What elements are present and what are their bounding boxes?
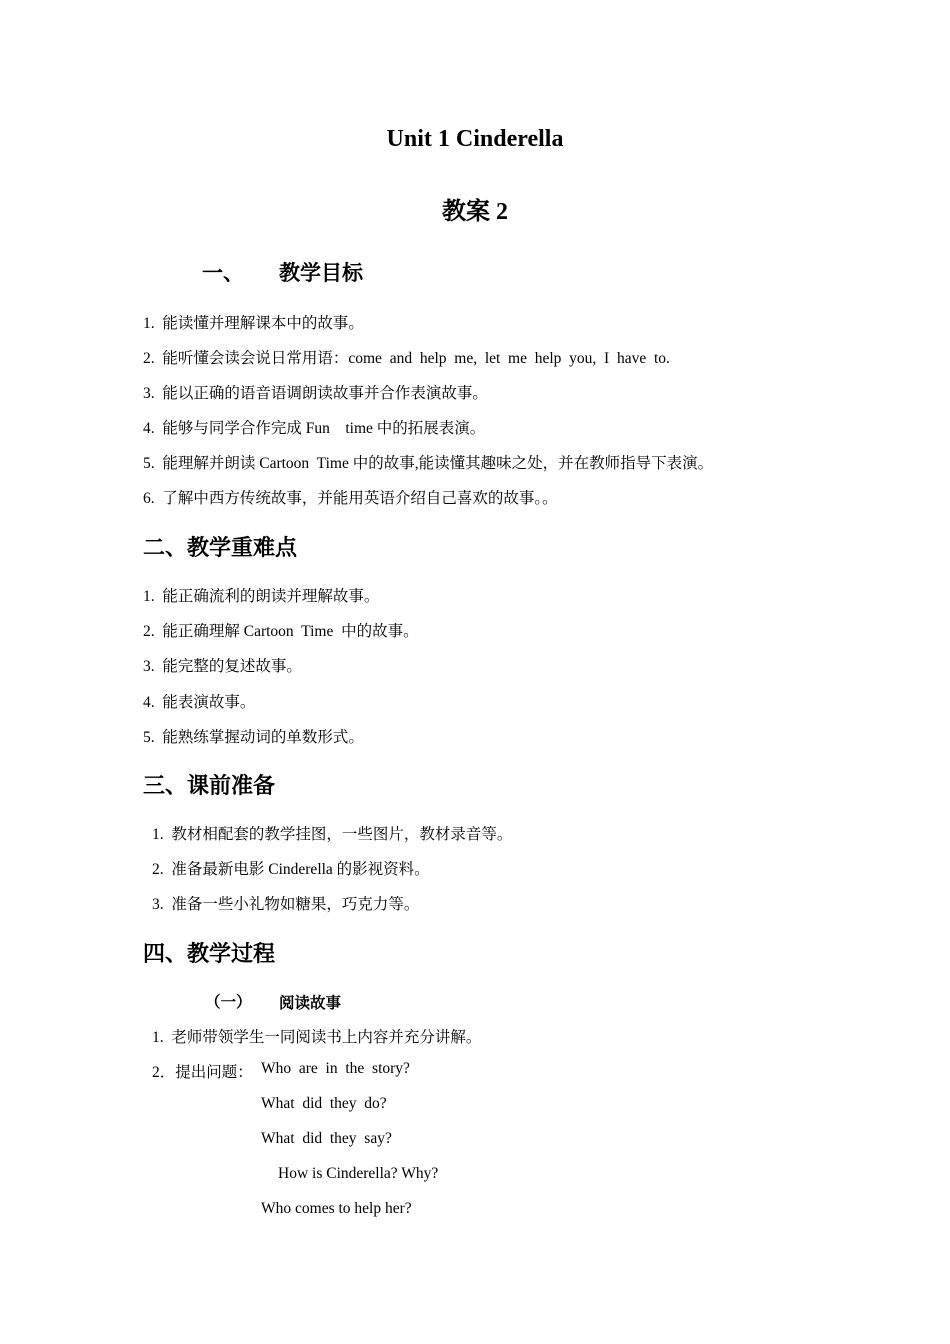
- section1-item: 6. 了解中西方传统故事，并能用英语介绍自己喜欢的故事。。: [143, 490, 558, 507]
- section4-heading: 四、教学过程: [143, 941, 276, 966]
- doc-subtitle: 教案 2: [442, 199, 508, 225]
- section1-heading: 教学目标: [279, 261, 363, 285]
- doc-title: Unit 1 Cinderella: [386, 126, 564, 152]
- question-line: What did they do?: [261, 1095, 387, 1112]
- section2-item: 5. 能熟练掌握动词的单数形式。: [143, 729, 364, 746]
- section1-item: 1. 能读懂并理解课本中的故事。: [143, 315, 364, 332]
- section1-item: 5. 能理解并朗读 Cartoon Time 中的故事,能读懂其趣味之处，并在教师指导下表演。: [143, 455, 714, 472]
- section2-item: 2. 能正确理解 Cartoon Time 中的故事。: [143, 623, 419, 640]
- section2-item: 3. 能完整的复述故事。: [143, 658, 302, 675]
- section1-number: 一、: [202, 261, 244, 285]
- section4-sub-number: （一）: [205, 994, 252, 1011]
- section1-item: 4. 能够与同学合作完成 Fun time 中的拓展表演。: [143, 420, 486, 437]
- section4-sub-heading: 阅读故事: [279, 995, 342, 1012]
- question-line: What did they say?: [261, 1130, 392, 1147]
- section1-item: 2. 能听懂会读会说日常用语：come and help me, let me help you, I have to.: [143, 350, 670, 367]
- section2-item: 1. 能正确流利的朗读并理解故事。: [143, 588, 380, 605]
- section3-item: 2. 准备最新电影 Cinderella 的影视资料。: [152, 861, 430, 878]
- section4-item-label: 2．提出问题：: [152, 1064, 253, 1081]
- section2-item: 4. 能表演故事。: [143, 694, 256, 711]
- section3-item: 1. 教材相配套的教学挂图，一些图片，教材录音等。: [152, 826, 513, 843]
- section4-item: 1. 老师带领学生一同阅读书上内容并充分讲解。: [152, 1029, 482, 1046]
- section3-item: 3. 准备一些小礼物如糖果，巧克力等。: [152, 896, 420, 913]
- question-line: Who comes to help her?: [261, 1200, 412, 1217]
- question-line: How is Cinderella? Why?: [278, 1165, 439, 1182]
- section1-item: 3. 能以正确的语音语调朗读故事并合作表演故事。: [143, 385, 488, 402]
- question-line: Who are in the story?: [261, 1060, 410, 1077]
- section2-heading: 二、教学重难点: [143, 535, 298, 560]
- section3-heading: 三、课前准备: [143, 773, 276, 798]
